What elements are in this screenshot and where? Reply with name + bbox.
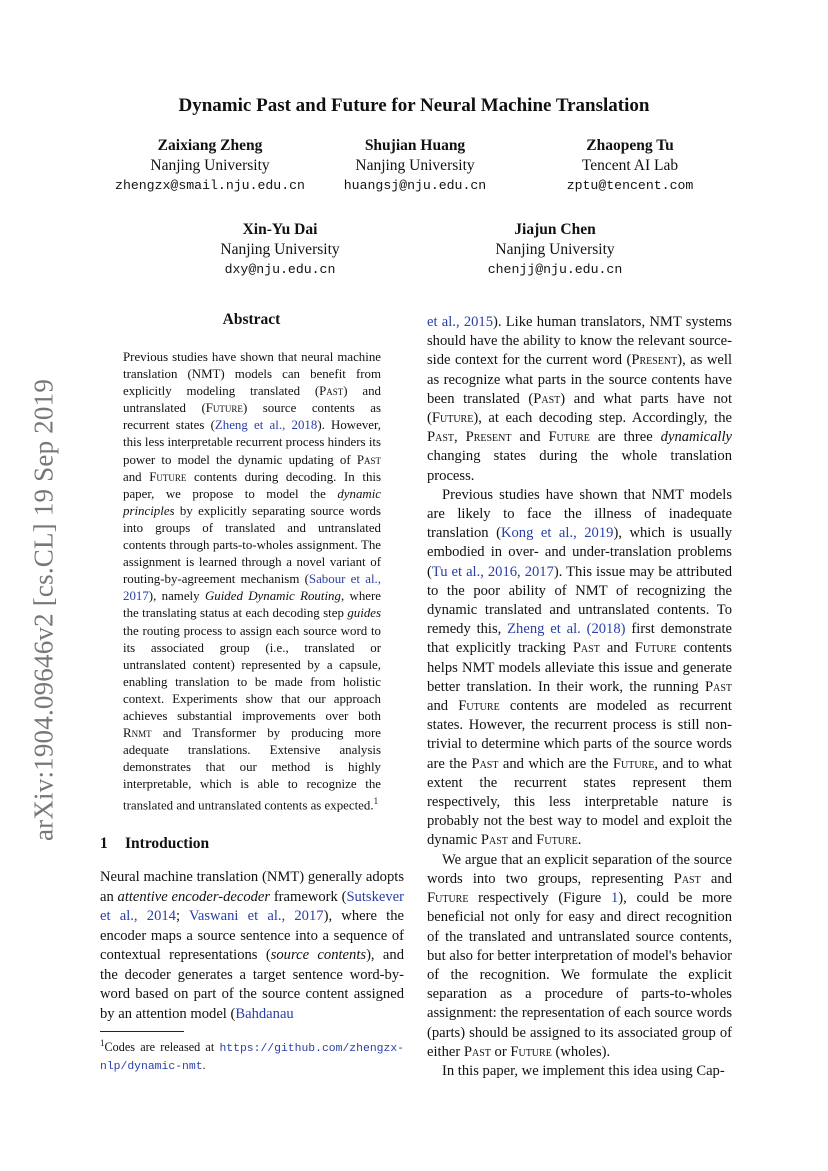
author-affiliation: Nanjing University (220, 241, 340, 258)
author-5 (460, 220, 650, 280)
body-paragraph: We argue that an explicit separation of the source words into two groups, representing Past and Future respectively (Figure 1), could be more beneficial not only for easy and direct recognition of the translated and untranslated source contents, but also for better interpretation of model's behavior of the recognition. We formulate the explicit separation as a procedure of parts-to-wholes assignment: the representation of each source words (parts) should be assigned to its associated group of either Past or Future (wholes). (427, 851, 732, 1060)
author-email[interactable]: huangsj@nju.edu.cn (343, 178, 487, 193)
right-column-body (427, 313, 732, 1081)
author-affiliation: Nanjing University (495, 241, 615, 258)
footnote-rule (100, 1031, 184, 1032)
body-paragraph: In this paper, we implement this idea using Cap- (442, 1062, 725, 1079)
section-heading-introduction (100, 835, 209, 853)
author-name: Zhaopeng Tu (586, 137, 674, 154)
abstract-heading: Abstract (222, 311, 281, 328)
arxiv-identifier-text: arXiv:1904.09646v2 [cs.CL] 19 Sep 2019 (28, 378, 59, 842)
footnote: $^1$Codes are released at https://github.com/zhengzx-nlp/dynamic-nmt. (100, 1038, 404, 1074)
author-name: Xin-Yu Dai (242, 221, 318, 238)
author-affiliation: Tencent AI Lab (581, 157, 679, 174)
intro-paragraph-1: Neural machine translation (NMT) generally adopts an attentive encoder-decoder framework (Sutskever et al., 2014; Vaswani et al., 2017), where the encoder maps a source sentence into a sequence of contextual representations (source contents), and the decoder generates a target sentence word-by-word based on part of the source content assigned by an attention model (Bahdanau (100, 869, 404, 1022)
author-3 (530, 136, 730, 196)
body-paragraph: et al., 2015). Like human translators, NMT systems should have the ability to know the relevant source-side context for the current word (Present), as well as recognize what parts in the source contents have been translated (Past) and what parts have not (Future), at each decoding step. Accordingly, the Past, Present and Future are three dynamically changing states during the whole translation process. (427, 314, 733, 484)
author-2 (320, 136, 510, 196)
section-number: 1 (100, 835, 108, 852)
body-paragraph: Previous studies have shown that NMT models are likely to face the illness of inadequate translation (Kong et al., 2019), which is usually embodied in over- and under-translation problems (Tu et al., 2016, 2017). This issue may be attributed to the poor ability of NMT of recognizing the dynamic translated and untranslated contents. To remedy this, Zheng et al. (2018) first demonstrate that explicitly tracking Past and Future contents helps NMT models alleviate this issue and generate better translation. In their work, the running Past and Future contents are modeled as recurrent states. However, the recurrent process is still non-trivial to determine which parts of the source words are the Past and which are the Future, and to what extent the recurrent states represent them respectively, this less interpretable nature is probably not the best way to model and exploit the dynamic Past and Future. (427, 486, 732, 849)
author-name: Zaixiang Zheng (157, 137, 263, 154)
section-title: Introduction (125, 835, 210, 852)
abstract-body: Previous studies have shown that neural machine translation (NMT) models can benefit from explicitly modeling translated (Past) and untranslated (Future) source contents as recurrent states (Zheng et al., 2018). However, this less interpretable recurrent process hinders its power to model the dynamic updating of Past and Future contents during decoding. In this paper, we propose to model the dynamic principles by explicitly separating source words into groups of translated and untranslated contents through parts-to-wholes assignment. The assignment is learned through a novel variant of routing-by-agreement mechanism (Sabour et al., 2017), namely Guided Dynamic Routing, where the translating status at each decoding step guides the routing process to assign each source word to its associated group (i.e., translated or untranslated content) represented by a capsule, enabling translation to be made from holistic context. Experiments show that our approach achieves substantial improvements over both Rnmt and Transformer by producing more adequate translations. Extensive analysis demonstrates that our method is highly interpretable, which is able to recognize the translated and untranslated contents as expected.$^1$ (123, 350, 381, 813)
paper-title: Dynamic Past and Future for Neural Machine Translation (178, 95, 650, 116)
author-4 (190, 220, 370, 280)
author-name: Shujian Huang (364, 137, 466, 154)
author-email[interactable]: zhengzx@smail.nju.edu.cn (115, 178, 305, 193)
author-name: Jiajun Chen (514, 221, 596, 238)
author-affiliation: Nanjing University (150, 157, 270, 174)
author-affiliation: Nanjing University (355, 157, 475, 174)
author-1 (100, 136, 320, 196)
author-email[interactable]: dxy@nju.edu.cn (224, 262, 336, 277)
author-email[interactable]: chenjj@nju.edu.cn (487, 262, 623, 277)
arxiv-identifier (21, 365, 67, 855)
author-email[interactable]: zptu@tencent.com (566, 178, 694, 193)
